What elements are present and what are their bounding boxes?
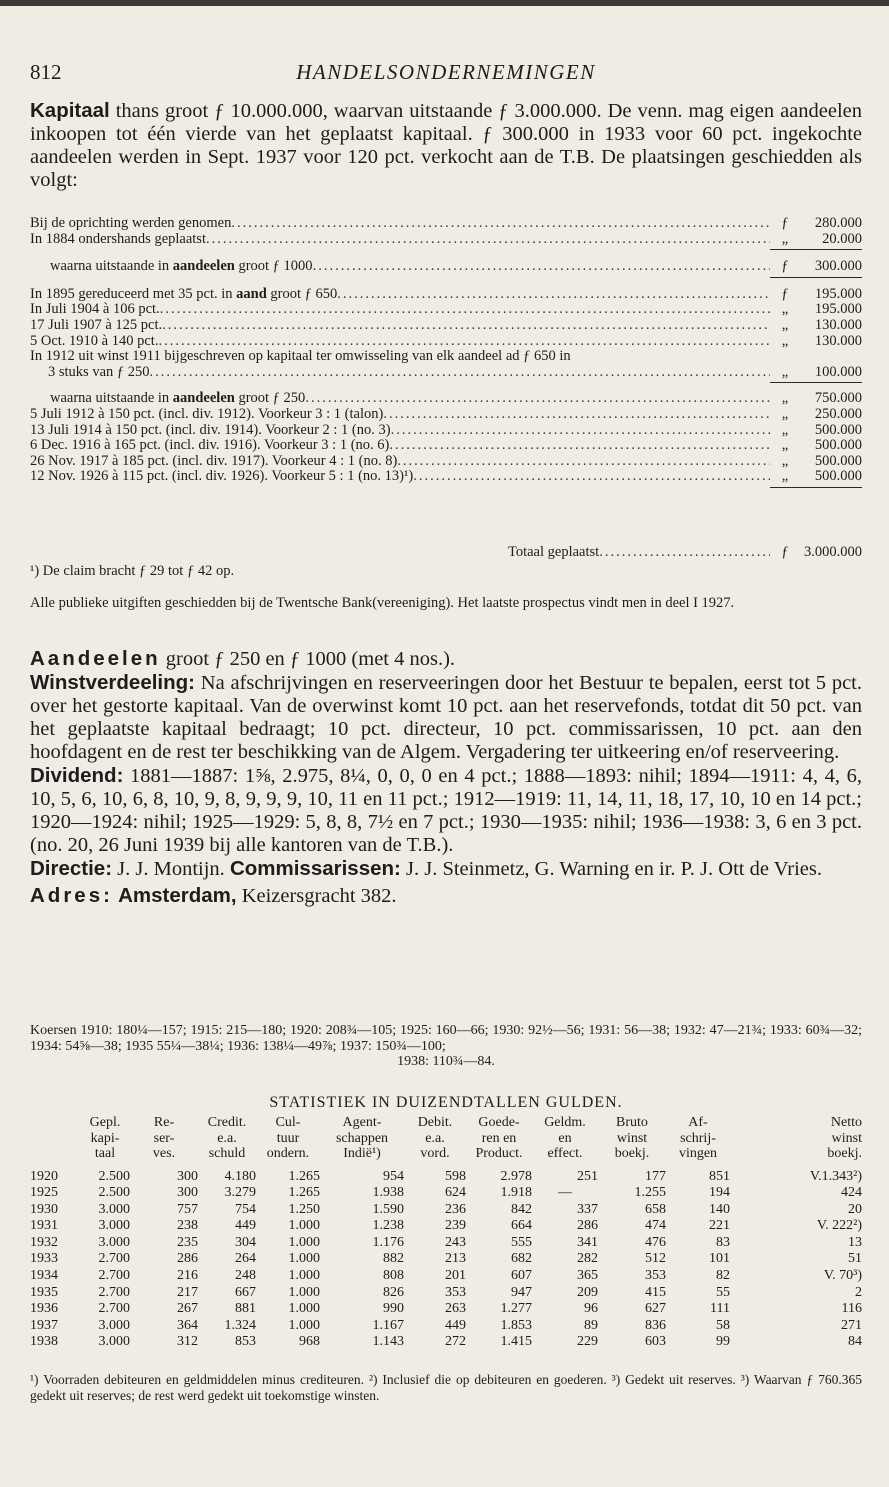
placement-row: 5 Oct. 1910 à 140 pct. ..... „ 130.000	[30, 334, 862, 350]
placement-row: 12 Nov. 1926 à 115 pct. (incl. div. 1926). Voorkeur 5 : 1 (no. 13)¹) ..... „ 500.000	[30, 469, 862, 485]
stat-header-cell: Af- schrij- vingen	[678, 1115, 718, 1161]
stat-value-cell: 1.000	[288, 1218, 320, 1234]
table-row	[30, 1185, 862, 1202]
stat-value-cell: 851	[709, 1168, 730, 1184]
placement-subtotal: waarna uitstaande in aandeelen groot ƒ 250 ..... „ 750.000	[30, 391, 862, 407]
kapitaal-paragraph	[30, 99, 862, 192]
placement-subtotal: waarna uitstaande in aandeelen groot ƒ 1000 ..... ƒ 300.000	[30, 259, 862, 275]
publiek-note: Alle publieke uitgiften geschiedden bij de Twentsche Bank(vereeniging). Het laatste prospectus vindt men in deel I 1927.	[30, 595, 735, 611]
stat-value-cell: 826	[383, 1284, 404, 1300]
dividend-label: Dividend:	[30, 764, 124, 787]
stat-value-cell: 1.000	[288, 1301, 320, 1317]
stat-value-cell: 757	[177, 1201, 198, 1217]
adres-paragraph: Adres: Amsterdam, Keizersgracht 382.	[30, 884, 397, 907]
stat-value-cell: 424	[841, 1185, 862, 1201]
company-details	[30, 647, 862, 908]
dividend-paragraph: Dividend: 1881—1887: 1⅝, 2.975, 8¼, 0, 0, 0 en 4 pct.; 1888—1893: nihil; 1894—1911: 4, 4, 6, 10, 5, 6, 10, 6, 8, 10, 9, 8, 9, 9, 9, 10, 11 en 11 pct.; 1912—1919: 11, 14, 11, 18, 17, 10, 10 en 14 pct.; 1920—1924: nihil; 1925—1929: 5, 8, 8, 7½ en 7 pct.; 1930—1935: nihil; 1936—1938: 3, 6 en 3 pct. (no. 20, 26 Juni 1939 bij alle kantoren van de T.B.).	[30, 764, 863, 856]
kapitaal-text: thans groot ƒ 10.000.000, waarvan uitstaande ƒ 3.000.000. De venn. mag eigen aandeelen inkoopen tot één vierde van het geplaatst kapitaal. ƒ 300.000 in 1933 voor 60 pct. ingekochte aandeelen werden in Sept. 1937 voor 120 pct. verkocht aan de T.B. De plaatsingen geschiedden als volgt:	[30, 100, 863, 191]
stat-value-cell: 474	[645, 1218, 666, 1234]
stat-value-cell: 286	[577, 1218, 598, 1234]
stat-value-cell: 239	[445, 1218, 466, 1234]
stat-header-cell: Goede- ren en Product.	[475, 1115, 523, 1161]
stat-value-cell: 512	[645, 1251, 666, 1267]
stat-value-cell: 2.700	[98, 1284, 130, 1300]
aandeelen-label: Aandeelen	[30, 647, 161, 670]
stat-value-cell: 337	[577, 1201, 598, 1217]
stat-value-cell: 1.000	[288, 1251, 320, 1267]
adres-label: Adres:	[30, 884, 113, 907]
table-row	[30, 1301, 862, 1318]
stat-value-cell: 20	[848, 1201, 862, 1217]
stat-value-cell: 286	[177, 1251, 198, 1267]
stat-value-cell: 304	[235, 1234, 256, 1250]
placement-total: Totaal geplaatst ..... ƒ 3.000.000	[30, 545, 862, 562]
stat-header-cell: Netto winst boekj.	[827, 1115, 862, 1161]
stat-value-cell: 555	[511, 1234, 532, 1250]
stat-value-cell: 2	[855, 1284, 862, 1300]
directie-paragraph: Directie: J. J. Montijn. Commissarissen: J. J. Steinmetz, G. Warning en ir. P. J. Ott de Vries.	[30, 857, 823, 880]
stat-value-cell: 3.000	[98, 1218, 130, 1234]
stat-year-cell: 1930	[30, 1201, 58, 1217]
stat-value-cell: 55	[716, 1284, 730, 1300]
stat-value-cell: 658	[645, 1201, 666, 1217]
stat-header-cell	[30, 1115, 80, 1169]
placement-row: 6 Dec. 1916 à 165 pct. (incl. div. 1916). Voorkeur 3 : 1 (no. 6) ..... „ 500.000	[30, 438, 862, 454]
stat-value-cell: 2.700	[98, 1301, 130, 1317]
adres-city: Amsterdam,	[118, 884, 237, 907]
winstverdeeling-label: Winstverdeeling:	[30, 671, 195, 694]
stat-value-cell: 808	[383, 1268, 404, 1284]
stat-year-cell: 1936	[30, 1301, 58, 1317]
stat-value-cell: 1.176	[372, 1234, 404, 1250]
stat-value-cell: 627	[645, 1301, 666, 1317]
placement-row: Bij de oprichting werden genomen ..... ƒ 280.000	[30, 216, 862, 232]
stat-value-cell: 2.500	[98, 1168, 130, 1184]
stat-value-cell: 3.279	[224, 1185, 256, 1201]
stat-value-cell: 682	[511, 1251, 532, 1267]
stat-header-cell: Bruto winst boekj.	[614, 1115, 650, 1161]
placement-row: 17 Juli 1907 à 125 pct. ..... „ 130.000	[30, 318, 862, 334]
stat-value-cell: 1.853	[500, 1317, 532, 1333]
stat-value-cell: 449	[235, 1218, 256, 1234]
stat-value-cell: 1.265	[288, 1168, 320, 1184]
stat-year-cell: 1935	[30, 1284, 58, 1300]
stat-value-cell: 99	[716, 1334, 730, 1350]
stat-value-cell: 853	[235, 1334, 256, 1350]
kapitaal-label: Kapitaal	[30, 99, 110, 122]
stat-value-cell: 603	[645, 1334, 666, 1350]
stat-value-cell: 2.978	[500, 1168, 532, 1184]
page-header	[30, 60, 862, 90]
page-number: 812	[30, 60, 62, 84]
stat-value-cell: 415	[645, 1284, 666, 1300]
stat-value-cell: 3.000	[98, 1317, 130, 1333]
stat-value-cell: 216	[177, 1268, 198, 1284]
kapitaal-section	[30, 99, 862, 192]
stat-value-cell: 1.167	[372, 1317, 404, 1333]
stat-value-cell: 101	[709, 1251, 730, 1267]
stat-value-cell: 3.000	[98, 1201, 130, 1217]
stat-value-cell: 624	[445, 1185, 466, 1201]
stat-value-cell: 2.700	[98, 1251, 130, 1267]
stat-value-cell: 664	[511, 1218, 532, 1234]
placement-row: 13 Juli 1914 à 150 pct. (incl. div. 1914). Voorkeur 2 : 1 (no. 3) ..... „ 500.000	[30, 423, 862, 439]
stat-value-cell: —	[558, 1185, 572, 1201]
stat-value-cell: 51	[848, 1251, 862, 1267]
placement-row: 5 Juli 1912 à 150 pct. (incl. div. 1912). Voorkeur 3 : 1 (talon) ..... „ 250.000	[30, 407, 862, 423]
claim-footnote: ¹) De claim bracht ƒ 29 tot ƒ 42 op.	[30, 563, 235, 579]
placements-list	[30, 216, 862, 488]
stat-value-cell: 449	[445, 1317, 466, 1333]
stat-year-cell: 1931	[30, 1218, 58, 1234]
statistics-table	[30, 1115, 862, 1351]
stat-value-cell: 1.000	[288, 1268, 320, 1284]
table-row	[30, 1218, 862, 1235]
stat-value-cell: 1.000	[288, 1234, 320, 1250]
statistics-title: STATISTIEK IN DUIZENDTALLEN GULDEN.	[269, 1094, 623, 1111]
stat-value-cell: 312	[177, 1334, 198, 1350]
statistics-footnotes: ¹) Voorraden debiteuren en geldmiddelen minus crediteuren. ²) Inclusief die op debiteuren en goederen. ³) Gedekt uit reserves. ³) Waarvan ƒ 760.365 gedekt uit reserves; de rest werd gedekt uit toekomstige winsten.	[30, 1372, 862, 1403]
stat-year-cell: 1938	[30, 1334, 58, 1350]
stat-year-cell: 1934	[30, 1268, 58, 1284]
stat-value-cell: 881	[235, 1301, 256, 1317]
page-top-edge	[0, 0, 889, 6]
directie-label: Directie:	[30, 857, 113, 880]
stat-value-cell: V. 70³)	[823, 1268, 862, 1284]
stat-value-cell: 1.000	[288, 1284, 320, 1300]
stat-value-cell: 353	[645, 1268, 666, 1284]
placement-row: 26 Nov. 1917 à 185 pct. (incl. div. 1917). Voorkeur 4 : 1 (no. 8) ..... „ 500.000	[30, 454, 862, 470]
stat-value-cell: 607	[511, 1268, 532, 1284]
stat-value-cell: 251	[577, 1168, 598, 1184]
stat-value-cell: 267	[177, 1301, 198, 1317]
table-row	[30, 1169, 862, 1186]
stat-value-cell: 947	[511, 1284, 532, 1300]
stat-value-cell: 598	[445, 1168, 466, 1184]
stat-value-cell: 236	[445, 1201, 466, 1217]
stat-value-cell: V. 222²)	[816, 1218, 862, 1234]
stat-value-cell: 954	[383, 1168, 404, 1184]
placement-row: In 1895 gereduceerd met 35 pct. in aand groot ƒ 650 ..... ƒ 195.000	[30, 287, 862, 303]
winstverdeeling-paragraph: Winstverdeeling: Na afschrijvingen en reserveeringen door het Bestuur te bepalen, eerst tot 5 pct. over het gestorte kapitaal. Van de overwinst komt 10 pct. aan het reservefonds, totdat dit 50 pct. van het geplaatste kapitaal bedraagt; 10 pct. directeur, 10 pct. commissarissen, 10 pct. aan den hoofdagent en de rest ter beschikking van de Algem. Vergadering ter uitkeering en/of reserveering.	[30, 671, 863, 763]
stat-value-cell: 238	[177, 1218, 198, 1234]
stat-value-cell: 248	[235, 1268, 256, 1284]
stat-value-cell: 272	[445, 1334, 466, 1350]
stat-value-cell: 1.265	[288, 1185, 320, 1201]
koersen-paragraph: Koersen 1910: 180¼—157; 1915: 215—180; 1920: 208¾—105; 1925: 160—66; 1930: 92½—56; 1931: 56—38; 1932: 47—21¾; 1933: 60¾—32; 1934: 54⅝—38; 1935 55¼—38¼; 1936: 138¼—49⅞; 1937: 150¾—100; 1938: 110¾—84.	[30, 1023, 862, 1069]
placement-row: In Juli 1904 à 106 pct. ..... „ 195.000	[30, 302, 862, 318]
stat-value-cell: 213	[445, 1251, 466, 1267]
stat-header-cell: Gepl. kapi- taal	[89, 1115, 121, 1161]
stat-value-cell: 83	[716, 1234, 730, 1250]
stat-value-cell: V.1.343²)	[809, 1168, 862, 1184]
stat-value-cell: 271	[841, 1317, 862, 1333]
table-row	[30, 1251, 862, 1268]
stat-value-cell: 264	[235, 1251, 256, 1267]
stat-year-cell: 1925	[30, 1185, 58, 1201]
stat-value-cell: 1.324	[224, 1317, 256, 1333]
placement-row: In 1912 uit winst 1911 bijgeschreven op kapitaal ter omwisseling van elk aandeel ad ƒ 650 in	[30, 348, 571, 365]
stat-value-cell: 1.938	[372, 1185, 404, 1201]
stat-value-cell: 89	[584, 1317, 598, 1333]
stat-value-cell: 209	[577, 1284, 598, 1300]
stat-value-cell: 1.238	[372, 1218, 404, 1234]
stat-value-cell: 201	[445, 1268, 466, 1284]
stat-value-cell: 96	[584, 1301, 598, 1317]
stat-value-cell: 341	[577, 1234, 598, 1250]
stat-value-cell: 243	[445, 1234, 466, 1250]
stat-value-cell: 111	[710, 1301, 730, 1317]
stat-value-cell: 365	[577, 1268, 598, 1284]
stat-value-cell: 882	[383, 1251, 404, 1267]
stat-year-cell: 1937	[30, 1317, 58, 1333]
stat-value-cell: 2.500	[98, 1185, 130, 1201]
stat-value-cell: 229	[577, 1334, 598, 1350]
stat-header-cell: Cul- tuur ondern.	[266, 1115, 310, 1161]
stat-value-cell: 300	[177, 1185, 198, 1201]
stat-header-cell: Re- ser- ves.	[152, 1115, 176, 1161]
stat-value-cell: 82	[716, 1268, 730, 1284]
stat-value-cell: 4.180	[224, 1168, 256, 1184]
stat-value-cell: 364	[177, 1317, 198, 1333]
table-row	[30, 1285, 862, 1302]
stat-value-cell: 1.277	[500, 1301, 532, 1317]
placement-row: In 1884 ondershands geplaatst ..... „ 20.000	[30, 232, 862, 248]
stat-value-cell: 1.000	[288, 1317, 320, 1333]
stat-value-cell: 177	[645, 1168, 666, 1184]
table-row	[30, 1268, 862, 1285]
stat-value-cell: 235	[177, 1234, 198, 1250]
table-row	[30, 1235, 862, 1252]
aandeelen-paragraph: Aandeelen groot ƒ 250 en ƒ 1000 (met 4 nos.).	[30, 647, 456, 670]
stat-value-cell: 842	[511, 1201, 532, 1217]
stat-value-cell: 1.590	[372, 1201, 404, 1217]
stat-value-cell: 476	[645, 1234, 666, 1250]
stat-value-cell: 353	[445, 1284, 466, 1300]
stat-value-cell: 221	[709, 1218, 730, 1234]
stat-value-cell: 1.143	[372, 1334, 404, 1350]
stat-value-cell: 754	[235, 1201, 256, 1217]
stat-year-cell: 1932	[30, 1234, 58, 1250]
stat-value-cell: 3.000	[98, 1234, 130, 1250]
stat-value-cell: 968	[299, 1334, 320, 1350]
stat-value-cell: 667	[235, 1284, 256, 1300]
stat-value-cell: 1.918	[500, 1185, 532, 1201]
stat-header-cell: Credit. e.a. schuld	[207, 1115, 247, 1161]
stat-header-cell: Agent- schappen Indië¹)	[335, 1115, 389, 1161]
stat-year-cell: 1933	[30, 1251, 58, 1267]
running-title: HANDELSONDERNEMINGEN	[296, 60, 596, 84]
stat-value-cell: 2.700	[98, 1268, 130, 1284]
placement-row: 3 stuks van ƒ 250 ..... „ 100.000	[30, 365, 862, 381]
stat-value-cell: 194	[709, 1185, 730, 1201]
stat-header-cell: Geldm. en effect.	[544, 1115, 586, 1161]
commissarissen-label: Commissarissen:	[229, 857, 401, 880]
stat-value-cell: 990	[383, 1301, 404, 1317]
stat-value-cell: 13	[848, 1234, 862, 1250]
stat-value-cell: 58	[716, 1317, 730, 1333]
stat-value-cell: 3.000	[98, 1334, 130, 1350]
stat-value-cell: 263	[445, 1301, 466, 1317]
stat-value-cell: 217	[177, 1284, 198, 1300]
stat-value-cell: 836	[645, 1317, 666, 1333]
table-row	[30, 1202, 862, 1219]
stat-value-cell: 1.250	[288, 1201, 320, 1217]
stat-header-cell: Debit. e.a. vord.	[417, 1115, 453, 1161]
stat-value-cell: 1.255	[634, 1185, 666, 1201]
stat-value-cell: 84	[848, 1334, 862, 1350]
table-row	[30, 1318, 862, 1335]
stat-value-cell: 1.415	[500, 1334, 532, 1350]
stat-value-cell: 282	[577, 1251, 598, 1267]
stat-year-cell: 1920	[30, 1168, 58, 1184]
table-row	[30, 1334, 862, 1351]
stat-value-cell: 300	[177, 1168, 198, 1184]
stat-value-cell: 140	[709, 1201, 730, 1217]
stat-value-cell: 116	[841, 1301, 862, 1317]
